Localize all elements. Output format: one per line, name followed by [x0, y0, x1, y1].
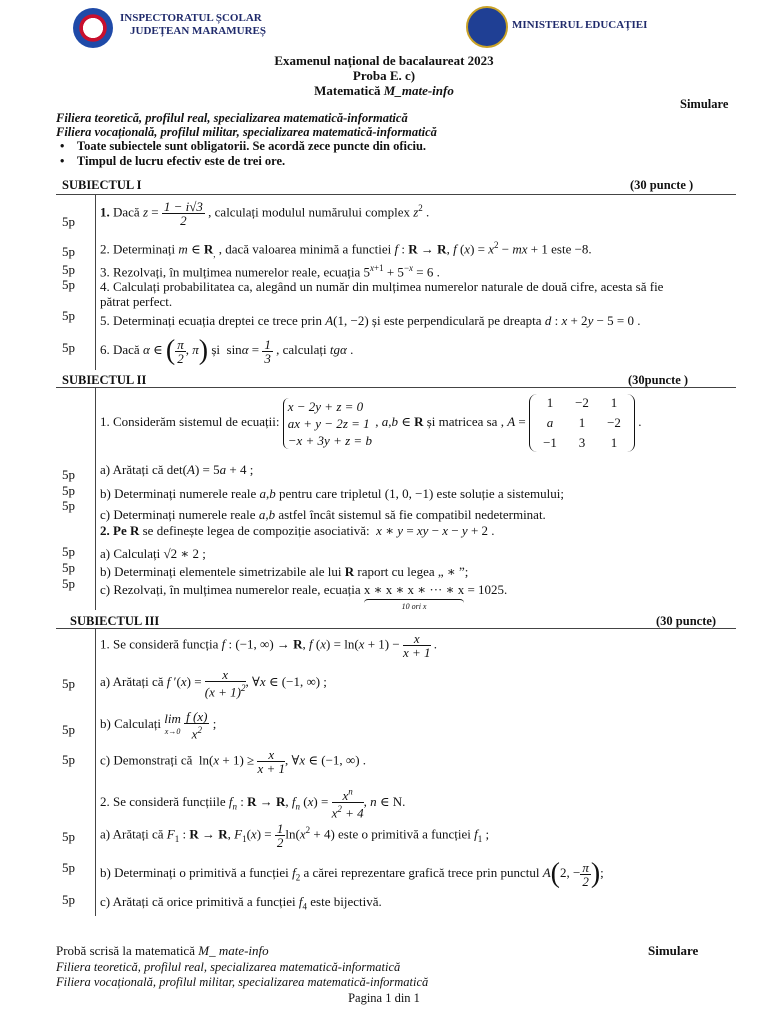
points-label: 5p — [62, 498, 75, 513]
points-label: 5p — [62, 829, 75, 844]
s3-qb2: b) Determinați o primitivă a funcției $f_2$ a cărei reprezentare grafică trece prin punctul A(2, − $\frac{\pi}{2}$ ); — [100, 858, 604, 889]
points-label: 5p — [62, 483, 75, 498]
s3-qb: b) Calculați lim x→0 $\frac{f (x)}{x^2}$ ; — [100, 709, 217, 742]
points-label: 5p — [62, 262, 75, 277]
exam-title: Examenul național de bacalaureat 2023 Proba E. c) Matematică M_mate-info — [274, 53, 494, 98]
s3-qc2: c) Arătați că orice primitivă a funcției $f_4$ este bijectivă. — [100, 894, 382, 912]
s3-q2: 2. Se consideră funcțiile $f_n$ : R → R, $f_n$ (x) = $\frac{x^n}{x^2 + 4}$ , n ∈ N. — [100, 787, 406, 821]
s1-q3: 3. Rezolvați, în mulțimea numerelor reale, ecuația $5^{x+1} + 5^{-x} = 6$ . — [100, 263, 440, 280]
s2-qb: b) Determinați numerele reale a,b pentru care tripletul (1, 0, −1) este soluție a sistemului; — [100, 486, 565, 501]
points-label: 5p — [62, 560, 75, 575]
s1-points: (30 puncte ) — [630, 178, 694, 192]
points-label: 5p — [62, 308, 75, 323]
footer-simulare: Simulare — [648, 943, 699, 958]
footer-filiere: Filiera teoretică, profilul real, specializarea matematică-informatică Filiera vocațională, profilul militar, specializarea matematică-informatică — [56, 960, 429, 989]
inspectorat-logo — [73, 8, 113, 48]
s3-q1: 1. Se consideră funcția f : (−1, ∞) → R, f (x) = ln(x + 1) − $\frac{x}{x + 1}$ . — [100, 631, 437, 660]
points-label: 5p — [62, 860, 75, 875]
inspectorat-name: INSPECTORATUL ȘCOLAR JUDEȚEAN MARAMUREȘ — [120, 12, 266, 37]
s2-points: (30puncte ) — [628, 373, 689, 387]
s2-qa: a) Arătați că det(A) = 5a + 4 ; — [100, 462, 254, 477]
s1-q1: 1. Dacă z = $\frac{1 - i√3}{2}$ , calculați modulul numărului complex $z^2$ . — [100, 199, 430, 228]
points-label: 5p — [62, 676, 75, 691]
s1-title: SUBIECTUL I — [62, 178, 142, 192]
s1-q2: 2. Determinați m ∈ $R_,$ , dacă valoarea minimă a functiei f : R → R, f $(x) = x^2$ − mx + 1 este −8. — [100, 240, 592, 259]
points-label: 5p — [62, 752, 75, 767]
page-number: Pagina 1 din 1 — [348, 991, 420, 1005]
s1-q5: 5. Determinați ecuația dreptei ce trece prin A(1, −2) și este perpendiculară pe dreapta d : x + 2y − 5 = 0 . — [100, 313, 641, 328]
ministry-name: MINISTERUL EDUCAȚIEI — [512, 19, 648, 31]
simulare-label: Simulare — [680, 97, 729, 111]
s2-q2: 2. Pe R se definește legea de compoziție asociativă: x ∗ y = xy − x − y + 2 . — [100, 523, 495, 538]
s3-points: (30 puncte) — [656, 614, 717, 628]
points-label: 5p — [62, 892, 75, 907]
s2-qa2: a) Calculați √2 ∗ 2 ; — [100, 546, 206, 561]
s3-qc: c) Demonstrați că ln(x + 1) ≥ $\frac{x}{x + 1}$ , ∀x ∈ (−1, ∞) . — [100, 747, 367, 776]
footer-title: Probă scrisă la matematică M_ mate-info — [56, 943, 269, 958]
s2-qb2: b) Determinați elementele simetrizabile ale lui R raport cu legea „ ∗ ”; — [100, 564, 469, 579]
s2-qc: c) Determinați numerele reale a,b astfel încât sistemul să fie compatibil nedeterminat. — [100, 507, 546, 522]
s2-qc2: c) Rezolvați, în mulțimea numerelor reale, ecuația x ∗ x ∗ x ∗ ··· ∗ x 10 ori x = 1025. — [100, 582, 508, 611]
points-label: 5p — [62, 576, 75, 591]
government-logo — [466, 6, 508, 48]
points-label: 5p — [62, 244, 75, 259]
intro-filiere: Filiera teoretică, profilul real, specializarea matematică-informatică Filiera vocațională, profilul militar, specializarea matematică-informatică — [56, 111, 437, 139]
s1-q4: 4. Calculați probabilitatea ca, alegând un număr din mulțimea numerelor naturale de două cifre, acesta să fie pătrat perfect. — [100, 279, 664, 309]
s3-qa: a) Arătați că f ′(x) = $\frac{x}{(x + 1)^2}$ , ∀x ∈ (−1, ∞) ; — [100, 667, 327, 700]
s1-q6: 6. Dacă α ∈ ( $\frac{\pi}{2}$ , π) și sinα = $\frac{1}{3}$ , calculați tgα . — [100, 335, 354, 366]
s3-qa2: a) Arătați că $F_1$ : R → R, $F_1(x)$ = $\frac{1}{2}$ $\ln(x^2 + 4)$ este o primitivă a funcției $f_1$ ; — [100, 821, 490, 850]
s2-title: SUBIECTUL II — [62, 373, 147, 387]
points-label: 5p — [62, 544, 75, 559]
s2-q1: 1. Considerăm sistemul de ecuații: x − 2y + z = 0 ax + y − 2z = 1 −x + 3y + z = b , a,b ∈ R și matricea sa , A = 1 −2 1 a 1 −2 −1 3 1 . — [100, 395, 642, 450]
points-label: 5p — [62, 467, 75, 482]
points-label: 5p — [62, 340, 75, 355]
points-label: 5p — [62, 214, 75, 229]
s3-title: SUBIECTUL III — [70, 614, 160, 628]
points-label: 5p — [62, 722, 75, 737]
points-label: 5p — [62, 277, 75, 292]
intro-rules: • Toate subiectele sunt obligatorii. Se acordă zece puncte din oficiu. • Timpul de lucru efectiv este de trei ore. — [60, 139, 427, 168]
